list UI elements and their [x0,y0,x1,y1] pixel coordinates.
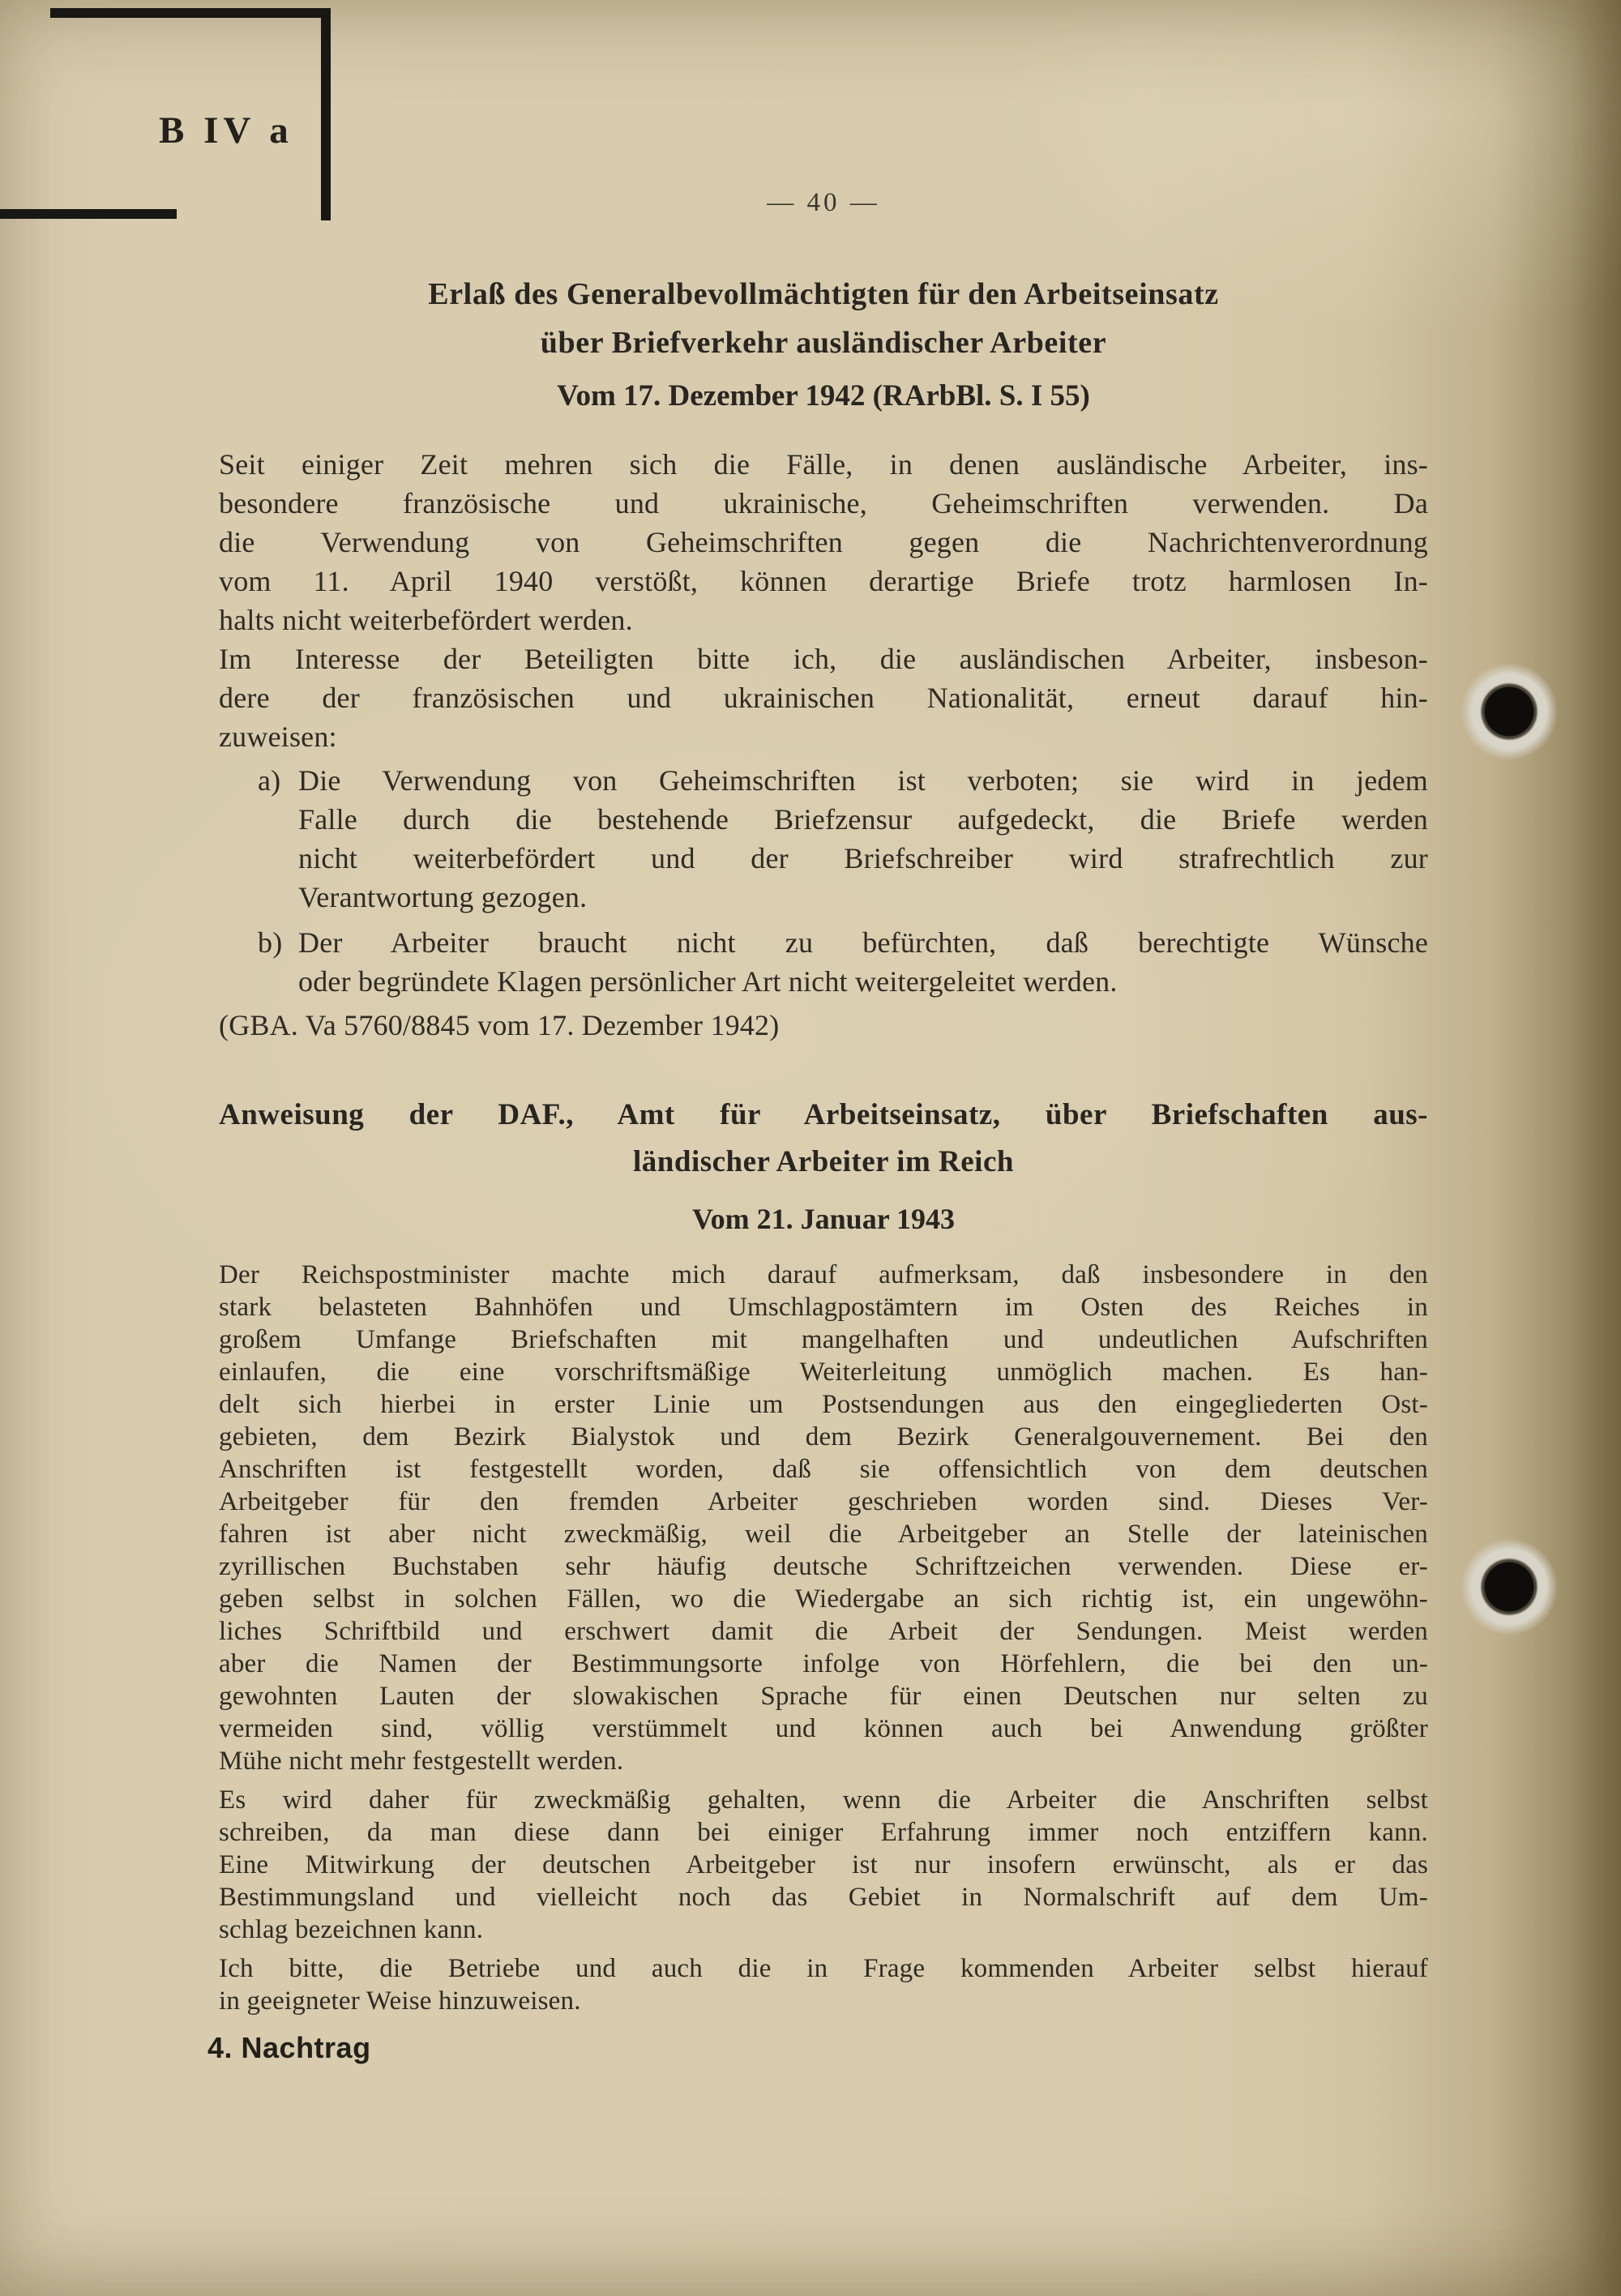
text-line: zyrillischen Buchstaben sehr häufig deutsche Schriftzeichen verwenden. Diese er- [219,1552,1428,1581]
corner-bracket-bottom [0,209,177,219]
text-line: liches Schriftbild und erschwert damit die Arbeit der Sendungen. Meist werden [219,1617,1428,1646]
text-line: Seit einiger Zeit mehren sich die Fälle, in denen ausländische Arbeiter, ins- [219,448,1428,481]
text-line: dere der französischen und ukrainischen Nationalität, erneut darauf hin- [219,682,1428,714]
content-column [219,188,1428,2017]
text-line: halts nicht weiterbefördert werden. [219,604,633,636]
text-line: Anschriften ist festgestellt worden, daß sie offensichtlich von dem deutschen [219,1455,1428,1484]
text-line: zuweisen: [219,720,337,753]
text-line: großem Umfange Briefschaften mit mangelhaften und undeutlichen Aufschriften [219,1325,1428,1354]
text-line: Verantwortung gezogen. [298,881,588,913]
text-line: vermeiden sind, völlig verstümmelt und können auch bei Anwendung größter [219,1714,1428,1743]
text-line: Falle durch die bestehende Briefzensur aufgedeckt, die Briefe werden [298,803,1428,836]
decree-paragraph-1 [219,445,1428,639]
list-item-b [219,923,1428,1001]
instruction-title-line-2: ländischer Arbeiter im Reich [633,1145,1014,1178]
text-line: besondere französische und ukrainische, Geheimschriften verwenden. Da [219,487,1428,519]
instruction-paragraph-3 [219,1952,1428,2017]
instruction-paragraph-1 [219,1259,1428,1777]
instruction-title-line-1: Anweisung der DAF., Amt für Arbeitseinsatz, über Briefschaften aus- [219,1098,1428,1131]
text-line: einlaufen, die eine vorschriftsmäßige Weiterleitung unmöglich machen. Es han- [219,1358,1428,1387]
text-line: in geeigneter Weise hinzuweisen. [219,1986,581,2016]
text-line: geben selbst in solchen Fällen, wo die Wiedergabe an sich richtig ist, ein ungewöhn- [219,1584,1428,1614]
page-number: — 40 — [767,188,880,217]
text-line: fahren ist aber nicht zweckmäßig, weil die Arbeitgeber an Stelle der lateinischen [219,1520,1428,1549]
text-line: Es wird daher für zweckmäßig gehalten, wenn die Arbeiter die Anschriften selbst [219,1785,1428,1815]
list-item-a-text [298,761,1428,917]
list-item-a [219,761,1428,917]
text-line: die Verwendung von Geheimschriften gegen die Nachrichtenverordnung [219,526,1428,558]
classification-label: B IV a [159,109,293,152]
text-line: Arbeitgeber für den fremden Arbeiter geschrieben worden sind. Dieses Ver- [219,1487,1428,1516]
decree-title-line-2: über Briefverkehr ausländischer Arbeiter [540,326,1107,360]
text-line: Ich bitte, die Betriebe und auch die in Frage kommenden Arbeiter selbst hierauf [219,1954,1428,1983]
text-line: gebieten, dem Bezirk Bialystok und dem Bezirk Generalgouvernement. Bei den [219,1422,1428,1452]
text-line: schreiben, da man diese dann bei einiger Erfahrung immer noch entziffern kann. [219,1818,1428,1847]
decree-reference: (GBA. Va 5760/8845 vom 17. Dezember 1942) [219,1009,780,1041]
text-line: nicht weiterbefördert und der Briefschreiber wird strafrechtlich zur [298,842,1428,874]
list-item-b-text [298,923,1428,1001]
list-item-b-label: b) [258,926,283,959]
text-line: Bestimmungsland und vielleicht noch das Gebiet in Normalschrift auf dem Um- [219,1883,1428,1912]
supplement-footer-label: 4. Nachtrag [207,2031,371,2064]
hole-punch-icon [1461,1538,1558,1635]
text-line: Im Interesse der Beteiligten bitte ich, die ausländischen Arbeiter, insbeson- [219,643,1428,675]
decree-paragraph-2 [219,639,1428,756]
instruction-paragraph-2 [219,1784,1428,1946]
text-line: Der Reichspostminister machte mich darauf aufmerksam, daß insbesondere in den [219,1260,1428,1289]
decree-title-line-1: Erlaß des Generalbevollmächtigten für den Arbeitseinsatz [428,277,1219,311]
text-line: gewohnten Lauten der slowakischen Sprache für einen Deutschen nur selten zu [219,1682,1428,1711]
text-line: Eine Mitwirkung der deutschen Arbeitgeber ist nur insofern erwünscht, als er das [219,1850,1428,1879]
decree-date-line: Vom 17. Dezember 1942 (RArbBl. S. I 55) [557,379,1090,413]
instruction-date-line: Vom 21. Januar 1943 [691,1203,956,1235]
text-line: stark belasteten Bahnhöfen und Umschlagpostämtern im Osten des Reiches in [219,1293,1428,1322]
text-line: oder begründete Klagen persönlicher Art nicht weitergeleitet werden. [298,965,1118,998]
text-line: schlag bezeichnen kann. [219,1915,484,1944]
text-line: Der Arbeiter braucht nicht zu befürchten, daß berechtigte Wünsche [298,926,1428,959]
text-line: delt sich hierbei in erster Linie um Postsendungen aus den eingegliederten Ost- [219,1390,1428,1419]
decree-section [219,270,1428,1045]
corner-bracket-top [50,8,331,18]
text-line: vom 11. April 1940 verstößt, können derartige Briefe trotz harmlosen In- [219,565,1428,597]
text-line: Mühe nicht mehr festgestellt werden. [219,1747,624,1776]
hole-punch-icon [1461,663,1558,760]
list-item-a-label: a) [258,764,281,797]
instruction-section [219,1092,1428,2017]
text-line: aber die Namen der Bestimmungsorte infolge von Hörfehlern, die bei den un- [219,1649,1428,1678]
text-line: Die Verwendung von Geheimschriften ist verboten; sie wird in jedem [298,764,1428,797]
